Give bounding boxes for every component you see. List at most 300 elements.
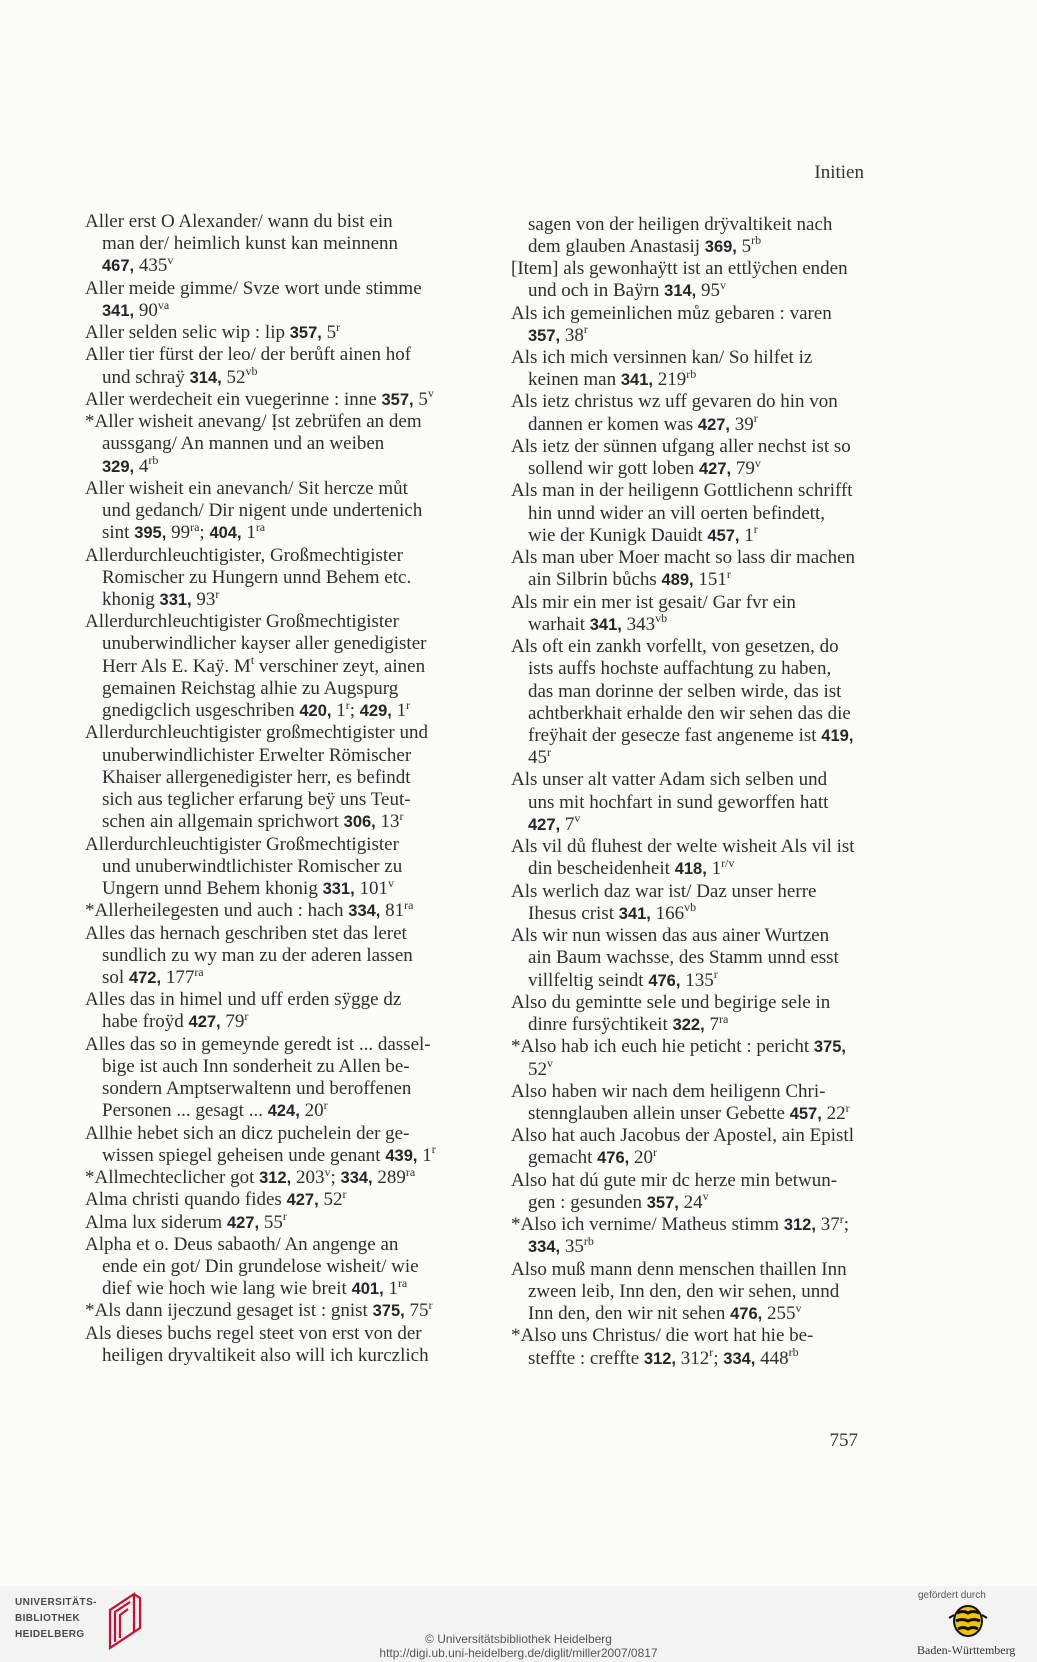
index-entry-first-line — [85, 611, 445, 633]
folio-number: 418, — [674, 860, 707, 879]
entry-text: *Als dann ijeczund gesaget ist : gnist — [85, 1300, 373, 1322]
index-entry-first-line — [511, 1325, 871, 1347]
index-entry-continuation-line — [511, 792, 871, 814]
index-entry-first-line — [511, 303, 871, 325]
index-entry-continuation-line — [511, 744, 871, 769]
entry-text: gemainen Reichstag alhie zu Augspurg — [102, 677, 399, 699]
entry-text: hin unnd wider an vill oerten befindett, — [528, 502, 826, 524]
folio-side-superscript: r/v — [721, 855, 735, 870]
folio-side-superscript: r — [336, 319, 341, 334]
folio-number: 427, — [226, 1213, 260, 1232]
folio-number: 476, — [730, 1305, 763, 1324]
entry-text: Als man uber Moer macht so lass dir machen — [511, 547, 856, 569]
index-entry-continuation-line — [85, 1097, 445, 1122]
index-entry-continuation-line — [85, 697, 445, 722]
folio-side-superscript: v — [387, 875, 394, 890]
index-entry-first-line — [511, 1081, 871, 1103]
baden-wuerttemberg-crest-icon — [947, 1604, 989, 1638]
folio-number: 334, — [723, 1349, 756, 1368]
folio-side-superscript: r — [399, 808, 404, 823]
entry-text: ain Silbrin bůchs — [528, 569, 662, 591]
index-entry-continuation-line — [85, 745, 445, 767]
folio-number: 341, — [102, 301, 135, 320]
index-entry-first-line — [511, 1211, 871, 1236]
index-entry-continuation-line — [511, 811, 871, 836]
entry-text: 52 — [318, 1189, 343, 1211]
folio-side-superscript: rb — [751, 233, 762, 248]
library-logo-line: HEIDELBERG — [15, 1629, 85, 1640]
entry-text: 435 — [134, 255, 168, 277]
index-entry-continuation-line — [511, 947, 871, 969]
entry-text: stennglauben allein unser Gebette — [528, 1102, 790, 1124]
folio-number: 312, — [643, 1349, 676, 1368]
index-column-left — [85, 211, 445, 1367]
folio-side-superscript: r — [845, 1100, 850, 1115]
folio-side-superscript: r — [547, 744, 551, 759]
folio-number: 306, — [343, 813, 376, 832]
index-entry-first-line — [511, 769, 871, 791]
entry-text: 20 — [299, 1100, 324, 1122]
index-entry-continuation-line — [85, 1078, 445, 1100]
entry-text: Also hat dú gute mir dc herze min betwun- — [511, 1169, 838, 1191]
entry-text: Als man in der heiligenn Gottlichenn schrifft — [511, 480, 853, 502]
index-entry-continuation-line — [85, 1142, 445, 1167]
entry-text: ; — [713, 1347, 724, 1369]
entry-text: 99 — [166, 522, 191, 544]
folio-side-superscript: ra — [404, 897, 414, 912]
entry-text: *Allerheilegesten und auch : hach — [85, 900, 349, 922]
index-entry-first-line — [511, 636, 871, 658]
folio-side-superscript: ra — [194, 964, 204, 979]
entry-text: Als mir ein mer ist gesait/ Gar fvr ein — [511, 591, 796, 613]
index-entry-continuation-line — [85, 875, 445, 900]
folio-number: 314, — [664, 282, 697, 301]
entry-text: Also haben wir nach dem heiligenn Chri- — [511, 1080, 826, 1102]
folio-number: 331, — [322, 880, 355, 899]
index-entry-continuation-line — [511, 967, 871, 992]
folio-number: 476, — [648, 971, 681, 990]
entry-text: 22 — [821, 1102, 846, 1124]
folio-number: 419, — [821, 726, 854, 745]
entry-text: ; — [349, 700, 360, 722]
entry-text: Allerdurchleuchtigister, Großmechtigister — [85, 544, 403, 566]
entry-text: 312 — [676, 1347, 710, 1369]
entry-text: 4 — [134, 455, 149, 477]
index-entry-continuation-line — [85, 255, 445, 277]
folio-side-superscript: r — [431, 1142, 436, 1157]
folio-number: 427, — [286, 1191, 319, 1210]
entry-text: Alma christi quando fides — [85, 1189, 287, 1211]
folio-side-superscript: r — [709, 1345, 714, 1360]
folio-side-superscript: r — [753, 411, 758, 426]
index-entry-continuation-line — [511, 411, 871, 436]
footer — [0, 1586, 1037, 1662]
folio-side-superscript: v — [795, 1300, 802, 1315]
folio-number: 357, — [381, 390, 414, 409]
entry-text: ; — [843, 1214, 849, 1236]
entry-text: man der/ heimlich kunst kan meinnenn — [102, 233, 399, 255]
entry-text: *Also hab ich euch hie peticht : pericht — [511, 1036, 814, 1058]
index-entry-continuation-line — [511, 1056, 871, 1081]
entry-text: Romischer zu Hungern unnd Behem etc. — [102, 566, 412, 588]
entry-text: 75 — [404, 1300, 429, 1322]
entry-text: 20 — [629, 1147, 653, 1169]
index-entry-first-line — [85, 1186, 445, 1211]
index-entry-continuation-line — [85, 1056, 445, 1078]
entry-text: 219 — [652, 369, 687, 391]
index-entry-continuation-line — [85, 364, 445, 389]
entry-text: Als ietz christus wz uff gevaren do hin von — [511, 391, 838, 413]
entry-text: sondern Amptserwaltenn und beroffenen — [102, 1078, 412, 1100]
index-entry-first-line — [85, 722, 445, 744]
entry-text: 24 — [678, 1191, 703, 1213]
entry-text: Als ietz der sünnen ufgang aller nechst ist so — [511, 435, 851, 457]
folio-side-superscript: v — [427, 386, 434, 401]
entry-text: Also hat auch Jacobus der Apostel, ain Epistl — [511, 1125, 854, 1147]
funder-label: gefördert durch — [918, 1590, 986, 1601]
index-entry-continuation-line — [511, 566, 871, 591]
index-entry-continuation-line — [85, 567, 445, 589]
index-entry-continuation-line — [511, 1011, 871, 1036]
entry-text: verschiner zeyt, ainen — [254, 655, 426, 677]
entry-text: Allerdurchleuchtigister Großmechtigister — [85, 833, 399, 855]
folio-number: 439, — [385, 1146, 418, 1165]
funder-name: Baden-Württemberg — [917, 1643, 1016, 1657]
folio-number: 404, — [209, 524, 242, 543]
index-entry-continuation-line — [85, 767, 445, 789]
running-head: Initien — [814, 162, 864, 183]
index-entry-first-line — [85, 989, 445, 1011]
entry-text: gen : gesunden — [528, 1191, 647, 1213]
folio-number: 334, — [340, 1169, 373, 1188]
index-entry-first-line — [511, 1125, 871, 1147]
entry-text: Allerdurchleuchtigister Großmechtigister — [85, 611, 399, 633]
index-entry-continuation-line — [511, 1300, 871, 1325]
index-column-right — [511, 214, 871, 1370]
index-entry-first-line — [511, 547, 871, 569]
entry-text: 7 — [560, 813, 575, 835]
index-entry-continuation-line — [85, 297, 445, 322]
index-entry-first-line — [511, 992, 871, 1014]
entry-text: 203 — [291, 1167, 325, 1189]
entry-text: uns mit hochfart in sund geworffen hatt — [528, 791, 829, 813]
folio-side-superscript: r — [342, 1186, 347, 1201]
index-entry-first-line — [85, 923, 445, 945]
entry-text: habe froÿd — [102, 1011, 189, 1033]
index-entry-continuation-line — [511, 1345, 871, 1370]
folio-side-superscript: rb — [148, 453, 159, 468]
entry-text: Allhie hebet sich an dicz puchelein der ge- — [85, 1122, 410, 1144]
entry-text: Personen ... gesagt ... — [102, 1100, 268, 1122]
entry-text: 1 — [739, 524, 754, 546]
index-entry-first-line — [85, 478, 445, 500]
entry-text: Als dieses buchs regel steet von erst von der — [85, 1322, 422, 1344]
folio-side-superscript: r — [282, 1209, 287, 1224]
index-entry-continuation-line — [511, 522, 871, 547]
index-entry-first-line — [85, 1034, 445, 1056]
entry-text: Aller meide gimme/ Svze wort unde stimme — [85, 277, 422, 299]
index-entry-continuation-line — [511, 725, 871, 747]
entry-text: *Also ich vernime/ Matheus stimm — [511, 1214, 784, 1236]
folio-side-superscript: vb — [684, 900, 697, 915]
folio-side-superscript: rb — [583, 1233, 594, 1248]
folio-number: 427, — [697, 415, 731, 434]
entry-text: ain Baum wachsse, des Stamm unnd esst — [528, 947, 839, 969]
entry-text: Herr Als E. Kaÿ. M — [102, 655, 251, 677]
entry-text: 5 — [413, 388, 428, 410]
entry-text: ende ein got/ Din grundelose wisheit/ wie — [102, 1256, 419, 1278]
entry-text: zween leib, Inn den, den wir sehen, unnd — [528, 1280, 840, 1302]
entry-text: unuberwindlicher kayser aller genedigister — [102, 633, 427, 655]
folio-number: 476, — [597, 1149, 630, 1168]
entry-text: sollend wir gott loben — [528, 458, 699, 480]
entry-text: *Aller wisheit anevang/ Ịst zebrüfen an dem — [85, 411, 422, 433]
entry-text: 13 — [375, 811, 400, 833]
index-entry-first-line — [511, 258, 871, 280]
entry-text: 1 — [391, 700, 407, 722]
folio-number: 329, — [102, 457, 135, 476]
index-entry-first-line — [511, 1259, 871, 1281]
folio-number: 341, — [620, 371, 653, 390]
folio-side-superscript: v — [754, 455, 761, 470]
entry-text: Aller selden selic wip : lip — [85, 322, 290, 344]
folio-side-superscript: ra — [255, 519, 266, 534]
folio-number: 331, — [159, 590, 192, 609]
entry-text: ists auffs hochste auffachtung zu haben, — [528, 658, 832, 680]
folio-number: 314, — [189, 368, 222, 387]
folio-side-superscript: r — [406, 697, 411, 712]
index-entry-continuation-line — [85, 653, 445, 678]
entry-text: und gedanch/ Dir nigent unde undertenich — [102, 500, 423, 522]
index-entry-continuation-line — [85, 500, 445, 522]
folio-number: 395, — [134, 524, 167, 543]
entry-text: bige ist auch Inn sonderheit zu Allen be- — [102, 1055, 410, 1077]
folio-side-superscript: ra — [397, 1275, 408, 1290]
index-entry-first-line — [85, 834, 445, 856]
entry-text: das man dorinne der selben wirde, das ist — [528, 680, 842, 702]
index-entry-continuation-line — [85, 678, 445, 700]
folio-side-superscript: r — [839, 1211, 844, 1226]
entry-text: 35 — [560, 1236, 584, 1258]
index-entry-continuation-line — [511, 1100, 871, 1125]
folio-number: 334, — [348, 902, 381, 921]
index-entry-first-line — [511, 1170, 871, 1192]
index-entry-continuation-line — [85, 945, 445, 967]
entry-text: wie der Kunigk Dauidt — [528, 524, 708, 546]
folio-side-superscript: rb — [686, 366, 697, 381]
index-entry-continuation-line — [511, 214, 871, 236]
index-entry-continuation-line — [85, 1011, 445, 1033]
folio-number: 401, — [351, 1280, 384, 1299]
entry-text: ; — [330, 1167, 341, 1189]
library-logo-line: UNIVERSITÄTS- — [15, 1597, 97, 1608]
entry-text: steffte : creffte — [528, 1347, 644, 1369]
index-entry-continuation-line — [511, 366, 871, 391]
index-entry-continuation-line — [85, 964, 445, 989]
entry-text: 1 — [331, 700, 346, 722]
folio-number: 357, — [646, 1193, 679, 1212]
index-entry-first-line — [85, 1234, 445, 1256]
folio-number: 424, — [267, 1102, 300, 1121]
index-entry-continuation-line — [85, 586, 445, 611]
folio-number: 467, — [102, 257, 135, 276]
entry-text: 55 — [259, 1211, 283, 1233]
index-entry-first-line — [85, 211, 445, 233]
entry-text: 7 — [704, 1014, 719, 1036]
entry-text: dinre fursÿchtikeit — [528, 1014, 673, 1036]
entry-text: Allerdurchleuchtigister großmechtigister und — [85, 722, 428, 744]
entry-text: 90 — [134, 299, 158, 321]
folio-side-superscript: ra — [405, 1164, 416, 1179]
entry-text: 93 — [191, 588, 216, 610]
entry-text: 37 — [815, 1214, 840, 1236]
entry-text: Ihesus crist — [528, 902, 619, 924]
index-entry-continuation-line — [511, 503, 871, 525]
folio-side-superscript: r — [215, 586, 220, 601]
folio-side-superscript: r — [726, 566, 731, 581]
index-entry-first-line — [85, 411, 445, 433]
entry-text: Alles das hernach geschriben stet das leret — [85, 922, 407, 944]
index-entry-first-line — [511, 1036, 871, 1058]
entry-text: 255 — [762, 1303, 796, 1325]
entry-text: 5 — [321, 322, 337, 344]
index-entry-first-line — [511, 592, 871, 614]
entry-text: 95 — [696, 280, 721, 302]
folio-side-superscript: r — [428, 1298, 433, 1313]
index-entry-continuation-line — [511, 455, 871, 480]
index-entry-first-line — [85, 1300, 445, 1322]
entry-text: dem glauben Anastasij — [528, 235, 705, 257]
index-entry-continuation-line — [85, 856, 445, 878]
folio-side-superscript: rb — [788, 1345, 799, 1360]
folio-side-superscript: v — [702, 1189, 709, 1204]
folio-side-superscript: ra — [190, 519, 200, 534]
folio-side-superscript: ra — [718, 1011, 729, 1026]
entry-text: 151 — [693, 569, 727, 591]
index-entry-first-line — [511, 480, 871, 502]
entry-text: sint — [102, 522, 135, 544]
entry-text: sundlich zu wy man zu der aderen lassen — [102, 944, 413, 966]
permalink-url: http://digi.ub.uni-heidelberg.de/diglit/miller2007/0817 — [379, 1646, 658, 1660]
folio-side-superscript: va — [157, 297, 170, 312]
index-entry-continuation-line — [85, 233, 445, 255]
folio-side-superscript: v — [324, 1164, 331, 1179]
entry-text: dief wie hoch wie lang wie breit — [102, 1278, 352, 1300]
index-entry-first-line — [85, 897, 445, 922]
index-entry-first-line — [85, 386, 445, 411]
entry-text: 79 — [731, 458, 755, 480]
entry-text: sich aus teglicher erfarung beÿ uns Teut- — [102, 789, 411, 811]
index-entry-continuation-line — [85, 433, 445, 455]
entry-text: 177 — [161, 966, 195, 988]
entry-text: sol — [102, 966, 129, 988]
entry-text: 81 — [380, 900, 405, 922]
entry-text: gnedigclich usgeschriben — [102, 700, 300, 722]
index-entry-first-line — [85, 344, 445, 366]
folio-number: 312, — [783, 1216, 816, 1235]
index-entry-continuation-line — [85, 519, 445, 544]
index-entry-continuation-line — [511, 277, 871, 302]
folio-number: 341, — [618, 904, 651, 923]
entry-text: dannen er komen was — [528, 413, 698, 435]
folio-side-superscript: vb — [245, 364, 258, 379]
entry-text: 1 — [417, 1144, 432, 1166]
folio-side-superscript: v — [574, 811, 581, 826]
entry-text: Als werlich daz war ist/ Daz unser herre — [511, 880, 817, 902]
entry-text: schen ain allgemain sprichwort — [102, 811, 344, 833]
entry-text: 45 — [528, 747, 547, 769]
entry-text: Als ich gemeinlichen můz gebaren : varen — [511, 302, 832, 324]
index-entry-continuation-line — [511, 900, 871, 925]
entry-text: und och in Baÿrn — [528, 280, 665, 302]
folio-side-superscript: r — [345, 697, 350, 712]
entry-text: Alma lux siderum — [85, 1211, 227, 1233]
index-entry-continuation-line — [85, 808, 445, 833]
entry-text: Als vil dů fluhest der welte wisheit Als vil ist — [511, 836, 855, 858]
folio-side-superscript: t — [250, 653, 255, 668]
index-entry-continuation-line — [85, 1256, 445, 1278]
index-entry-continuation-line — [511, 855, 871, 880]
entry-text: 52 — [528, 1058, 547, 1080]
index-entry-first-line — [85, 1323, 445, 1345]
entry-text: din bescheidenheit — [528, 858, 675, 880]
entry-text: 1 — [383, 1278, 398, 1300]
index-entry-first-line — [511, 391, 871, 413]
index-entry-first-line — [85, 278, 445, 300]
entry-text: 448 — [755, 1347, 789, 1369]
folio-number: 369, — [704, 237, 737, 256]
folio-number: 357, — [528, 326, 561, 345]
index-entry-continuation-line — [511, 658, 871, 680]
entry-text: villfeltig seindt — [528, 969, 649, 991]
entry-text: 289 — [372, 1167, 406, 1189]
entry-text: *Also uns Christus/ die wort hat hie be- — [511, 1325, 814, 1347]
entry-text: wissen spiegel geheisen unde genant — [102, 1144, 386, 1166]
index-entry-continuation-line — [85, 1345, 445, 1367]
copyright-notice: © Universitätsbibliothek Heidelberg — [425, 1632, 612, 1646]
index-entry-continuation-line — [511, 1233, 871, 1258]
folio-number: 357, — [289, 324, 322, 343]
index-entry-continuation-line — [511, 681, 871, 703]
entry-text: Alles das so in gemeynde geredt ist ... dassel- — [85, 1033, 431, 1055]
entry-text: 5 — [736, 235, 752, 257]
folio-number: 427, — [528, 815, 561, 834]
folio-number: 334, — [528, 1238, 561, 1257]
entry-text: Als ich mich versinnen kan/ So hilfet iz — [511, 347, 813, 368]
entry-text: Inn den, den wir nit sehen — [528, 1303, 731, 1325]
entry-text: ; — [199, 522, 210, 544]
entry-text: 135 — [680, 969, 714, 991]
index-entry-continuation-line — [511, 1189, 871, 1214]
entry-text: khonig — [102, 588, 160, 610]
entry-text: Also muß mann denn menschen thaillen Inn — [511, 1258, 847, 1280]
index-entry-first-line — [85, 545, 445, 567]
folio-side-superscript: v — [547, 1056, 553, 1071]
entry-text: Aller tier fürst der leo/ der berůft ainen hof — [85, 344, 412, 366]
entry-text: Als wir nun wissen das aus ainer Wurtzen — [511, 925, 830, 947]
folio-number: 472, — [128, 968, 162, 987]
entry-text: Khaiser allergenedigister herr, es befindt — [102, 766, 411, 788]
entry-text: Aller erst O Alexander/ wann du bist ein — [85, 211, 393, 232]
folio-number: 427, — [188, 1013, 221, 1032]
entry-text: *Allmechteclicher got — [85, 1167, 260, 1189]
entry-text: 79 — [220, 1011, 245, 1033]
folio-number: 375, — [813, 1038, 846, 1057]
entry-text: Aller wisheit ein anevanch/ Sit hercze můt — [85, 477, 408, 499]
entry-text: gemacht — [528, 1147, 598, 1169]
entry-text: [Item] als gewonhaÿtt ist an ettlÿchen enden — [511, 258, 848, 280]
entry-text: unuberwindlichister Erwelter Römischer — [102, 744, 412, 766]
